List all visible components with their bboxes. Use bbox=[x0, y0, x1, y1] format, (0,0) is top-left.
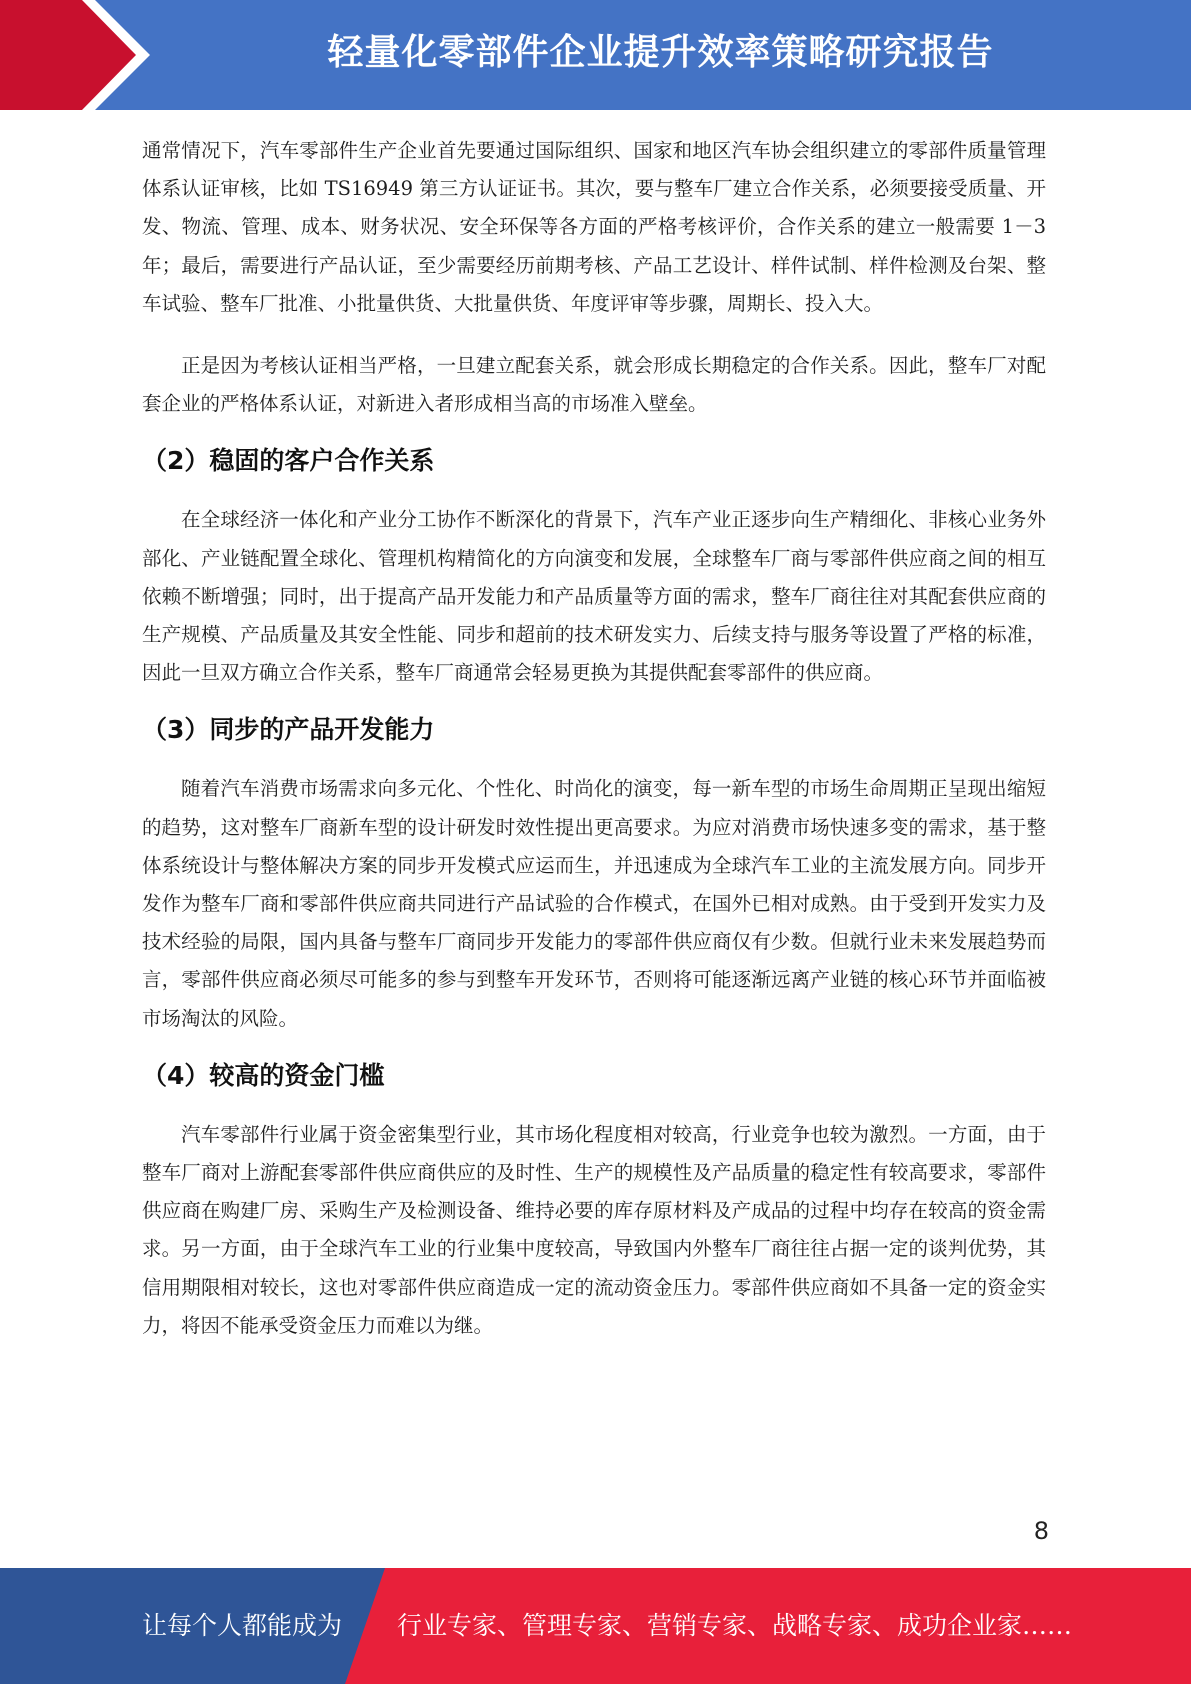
document-body bbox=[142, 132, 1046, 1345]
paragraph-certification: 通常情况下，汽车零部件生产企业首先要通过国际组织、国家和地区汽车协会组织建立的零部件质量管理体系认证审核，比如 TS16949 第三方认证证书。其次，要与整车厂建立合作关系，必须要接受质量、开发、物流、管理、成本、财务状况、安全环保等各方面的严格考核评价，合作关系的建立一般需要 1－3 年；最后，需要进行产品认证，至少需要经历前期考核、产品工艺设计、样件试制、样件检测及台架、整车试验、整车厂批准、小批量供货、大批量供货、年度评审等步骤，周期长、投入大。 bbox=[142, 139, 1046, 315]
section-heading-2: （2）稳固的客户合作关系 bbox=[142, 446, 435, 476]
section-heading-3: （3）同步的产品开发能力 bbox=[142, 715, 435, 745]
paragraph-entry-barrier: 正是因为考核认证相当严格，一旦建立配套关系，就会形成长期稳定的合作关系。因此，整车厂对配套企业的严格体系认证，对新进入者形成相当高的市场准入壁垒。 bbox=[142, 354, 1046, 416]
report-title: 轻量化零部件企业提升效率策略研究报告 bbox=[327, 32, 994, 73]
footer-slogan-right: 行业专家、管理专家、营销专家、战略专家、成功企业家…… bbox=[397, 1611, 1073, 1640]
paragraph-capital-threshold: 汽车零部件行业属于资金密集型行业，其市场化程度相对较高，行业竞争也较为激烈。一方面，由于整车厂商对上游配套零部件供应商供应的及时性、生产的规模性及产品质量的稳定性有较高要求，零部件供应商在购建厂房、采购生产及检测设备、维持必要的库存原材料及产成品的过程中均存在较高的资金需求。另一方面，由于全球汽车工业的行业集中度较高，导致国内外整车厂商往往占据一定的谈判优势，其信用期限相对较长，这也对零部件供应商造成一定的流动资金压力。零部件供应商如不具备一定的资金实力，将因不能承受资金压力而难以为继。 bbox=[142, 1122, 1046, 1337]
page-number: 8 bbox=[1033, 1517, 1049, 1545]
header-red-chevron bbox=[0, 0, 160, 110]
footer-slogan-left: 让每个人都能成为 bbox=[142, 1611, 343, 1640]
header-banner bbox=[0, 0, 1191, 110]
section-heading-4: （4）较高的资金门槛 bbox=[142, 1060, 385, 1090]
paragraph-product-development: 随着汽车消费市场需求向多元化、个性化、时尚化的演变，每一新车型的市场生命周期正呈现出缩短的趋势，这对整车厂商新车型的设计研发时效性提出更高要求。为应对消费市场快速多变的需求，基于整体系统设计与整体解决方案的同步开发模式应运而生，并迅速成为全球汽车工业的主流发展方向。同步开发作为整车厂商和零部件供应商共同进行产品试验的合作模式，在国外已相对成熟。由于受到开发实力及技术经验的局限，国内具备与整车厂商同步开发能力的零部件供应商仅有少数。但就行业未来发展趋势而言，零部件供应商必须尽可能多的参与到整车开发环节，否则将可能逐渐远离产业链的核心环节并面临被市场淘汰的风险。 bbox=[142, 777, 1046, 1030]
footer-banner bbox=[0, 1568, 1191, 1684]
paragraph-customer-relations: 在全球经济一体化和产业分工协作不断深化的背景下，汽车产业正逐步向生产精细化、非核心业务外部化、产业链配置全球化、管理机构精简化的方向演变和发展，全球整车厂商与零部件供应商之间的相互依赖不断增强；同时，出于提高产品开发能力和产品质量等方面的需求，整车厂商往往对其配套供应商的生产规模、产品质量及其安全性能、同步和超前的技术研发实力、后续支持与服务等设置了严格的标准，因此一旦双方确立合作关系，整车厂商通常会轻易更换为其提供配套零部件的供应商。 bbox=[142, 508, 1046, 685]
